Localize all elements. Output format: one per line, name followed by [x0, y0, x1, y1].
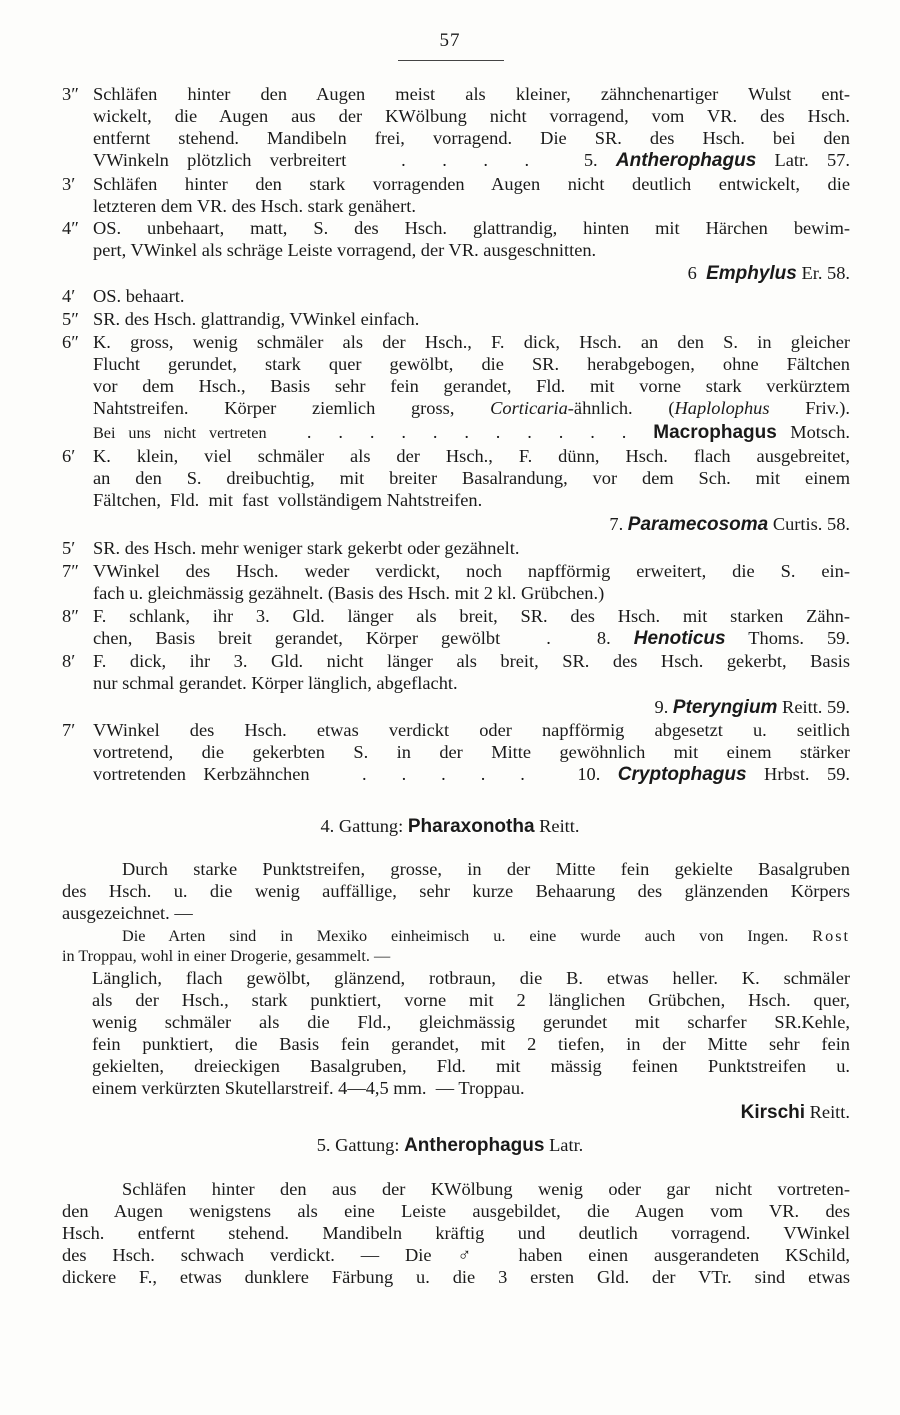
text-line: Fältchen, Fld. mit fast vollständigem Nahtstreifen.: [93, 490, 483, 510]
key-marker: 5′: [62, 538, 76, 558]
text-line: des Hsch. u. die wenig auffällige, sehr kurze Behaarung des glänzenden Körpers: [62, 881, 850, 901]
text-line: vortretend, die gekerbten S. in der Mitte gewöhnlich mit einem stärker: [93, 742, 850, 762]
text-line: K. klein, viel schmäler als der Hsch., F. dünn, Hsch. flach ausgebreitet,: [93, 446, 850, 466]
text-line: des Hsch. schwach verdickt. — Die ♂ haben einen ausgerandeten KSchild,: [62, 1245, 850, 1265]
species-name: Kirschi Reitt.: [740, 1102, 850, 1123]
page-number: 57: [439, 30, 461, 51]
text-line: F. dick, ihr 3. Gld. nicht länger als breit, SR. des Hsch. gekerbt, Basis: [93, 651, 850, 671]
text-line: pert, VWinkel als schräge Leiste vorragend, der VR. ausgeschnitten.: [93, 240, 597, 260]
text-line: wenig schmäler als die Fld., gleichmässig gerundet mit scharfer SR.Kehle,: [92, 1012, 850, 1032]
key-marker: 7′: [62, 720, 76, 740]
text-line: Schläfen hinter den stark vorragenden Augen nicht deutlich entwickelt, die: [93, 174, 850, 194]
text-line: Die Arten sind in Mexiko einheimisch u. eine wurde auch von Ingen. Rost: [122, 927, 850, 945]
text-line: OS. unbehaart, matt, S. des Hsch. glattrandig, hinten mit Härchen bewim-: [93, 218, 850, 238]
text-line: VWinkeln plötzlich verbreitert . . . . 5. Antherophagus Latr. 57.: [93, 150, 850, 171]
text-line: dickere F., etwas dunklere Färbung u. die 3 ersten Gld. der VTr. sind etwas: [62, 1267, 850, 1287]
text-line: vor dem Hsch., Basis sehr fein gerandet, Fld. mit vorne stark verkürztem: [93, 376, 850, 396]
text-line: ausgezeichnet. —: [62, 903, 193, 923]
text-line: fach u. gleichmässig gezähnelt. (Basis des Hsch. mit 2 kl. Grübchen.): [93, 583, 605, 603]
text-line: wickelt, die Augen aus der KWölbung nicht vorragend, vom VR. des Hsch.: [93, 106, 850, 126]
key-marker: 4′: [62, 286, 76, 306]
text-line: entfernt stehend. Mandibeln frei, vorragend. Die SR. des Hsch. bei den: [93, 128, 850, 148]
text-line: K. gross, wenig schmäler als der Hsch., F. dick, Hsch. an den S. in gleicher: [93, 332, 850, 352]
key-marker: 4″: [62, 218, 79, 238]
text-line: vortretenden Kerbzähnchen . . . . . 10. Cryptophagus Hrbst. 59.: [93, 764, 850, 785]
text-line: 9. Pteryngium Reitt. 59.: [654, 697, 850, 718]
text-line: letzteren dem VR. des Hsch. stark genähert.: [93, 196, 416, 216]
text-line: chen, Basis breit gerandet, Körper gewölbt . 8. Henoticus Thoms. 59.: [93, 628, 850, 649]
text-line: in Troppau, wohl in einer Drogerie, gesammelt. —: [62, 947, 391, 965]
text-line: VWinkel des Hsch. weder verdickt, noch napfförmig erweitert, die S. ein-: [93, 561, 850, 581]
key-marker: 3″: [62, 84, 79, 104]
text-line: gekielten, dreieckigen Basalgruben, Fld. mit mässig feinen Punktstreifen u.: [92, 1056, 850, 1076]
genus-heading: 4. Gattung: Pharaxonotha Reitt.: [320, 816, 580, 837]
text-line: nur schmal gerandet. Körper länglich, abgeflacht.: [93, 673, 458, 693]
text-line: einem verkürzten Skutellarstreif. 4—4,5 mm. — Troppau.: [92, 1078, 525, 1098]
text-line: 6 Emphylus Er. 58.: [687, 263, 850, 284]
text-line: an den S. dreibuchtig, mit breiter Basalrandung, vor dem Sch. mit einem: [93, 468, 850, 488]
text-line: als der Hsch., stark punktiert, vorne mit 2 länglichen Grübchen, Hsch. quer,: [92, 990, 850, 1010]
key-marker: 8′: [62, 651, 76, 671]
text-line: VWinkel des Hsch. etwas verdickt oder napfförmig abgesetzt u. seitlich: [93, 720, 850, 740]
text-line: 7. Paramecosoma Curtis. 58.: [609, 514, 850, 535]
text-line: den Augen wenigstens als eine Leiste ausgebildet, die Augen vom VR. des: [62, 1201, 850, 1221]
text-line: fein punktiert, die Basis fein gerandet, mit 2 tiefen, in der Mitte sehr fein: [92, 1034, 850, 1054]
text-line: SR. des Hsch. glattrandig, VWinkel einfach.: [93, 309, 420, 329]
key-marker: 5″: [62, 309, 79, 329]
key-marker: 7″: [62, 561, 79, 581]
text-line: Nahtstreifen. Körper ziemlich gross, Corticaria-ähnlich. (Haplolophus Friv.).: [93, 398, 850, 418]
key-marker: 3′: [62, 174, 76, 194]
text-line: Länglich, flach gewölbt, glänzend, rotbraun, die B. etwas heller. K. schmäler: [92, 968, 850, 988]
text-line: Durch starke Punktstreifen, grosse, in der Mitte fein gekielte Basalgruben: [122, 859, 850, 879]
key-marker: 6″: [62, 332, 79, 352]
page-number-rule: [398, 60, 504, 61]
text-line: SR. des Hsch. mehr weniger stark gekerbt oder gezähnelt.: [93, 538, 520, 558]
text-line: Hsch. entfernt stehend. Mandibeln kräftig und deutlich vorragend. VWinkel: [62, 1223, 850, 1243]
text-line: Flucht gerundet, stark quer gewölbt, die SR. herabgebogen, ohne Fältchen: [93, 354, 850, 374]
key-marker: 6′: [62, 446, 76, 466]
text-line: Schläfen hinter den aus der KWölbung wenig oder gar nicht vortreten-: [122, 1179, 850, 1199]
text-line: OS. behaart.: [93, 286, 185, 306]
text-line: Bei uns nicht vertreten . . . . . . . . . . . Macrophagus Motsch.: [93, 422, 851, 443]
genus-heading: 5. Gattung: Antherophagus Latr.: [316, 1135, 584, 1156]
key-marker: 8″: [62, 606, 79, 626]
text-line: F. schlank, ihr 3. Gld. länger als breit, SR. des Hsch. mit starken Zähn-: [93, 606, 850, 626]
text-line: Schläfen hinter den Augen meist als kleiner, zähnchenartiger Wulst ent-: [93, 84, 850, 104]
